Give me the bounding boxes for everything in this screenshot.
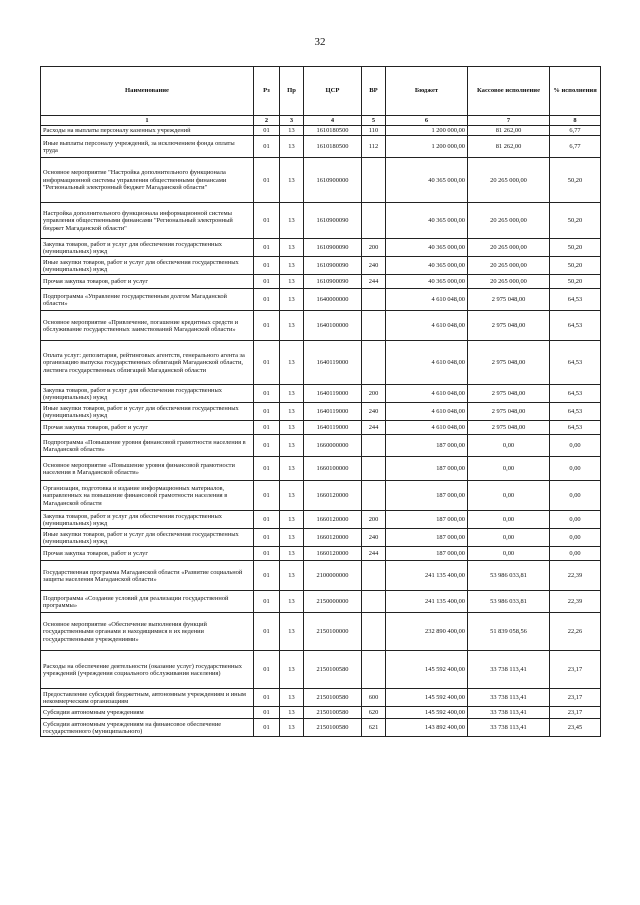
table-row bbox=[41, 689, 601, 707]
row-cash-execution: 2 975 048,00 bbox=[468, 289, 550, 311]
row-rz: 01 bbox=[254, 435, 280, 457]
row-csr: 1610900090 bbox=[304, 275, 362, 289]
row-budget: 145 592 400,00 bbox=[386, 651, 468, 689]
row-csr: 2150000000 bbox=[304, 591, 362, 613]
header-rz: Рз bbox=[254, 67, 280, 116]
row-csr: 2150100580 bbox=[304, 719, 362, 737]
row-pr: 13 bbox=[280, 561, 304, 591]
row-percent: 23,17 bbox=[550, 707, 601, 719]
row-vr: 244 bbox=[362, 421, 386, 435]
row-percent: 64,53 bbox=[550, 403, 601, 421]
row-csr: 2150100580 bbox=[304, 689, 362, 707]
row-cash-execution: 20 265 000,00 bbox=[468, 203, 550, 239]
row-cash-execution: 20 265 000,00 bbox=[468, 239, 550, 257]
row-rz: 01 bbox=[254, 457, 280, 481]
row-vr bbox=[362, 457, 386, 481]
table-row bbox=[41, 403, 601, 421]
row-percent: 64,53 bbox=[550, 421, 601, 435]
row-name: Иные закупки товаров, работ и услуг для обеспечения государственных (муниципальных) нужд bbox=[41, 529, 254, 547]
row-vr: 621 bbox=[362, 719, 386, 737]
row-rz: 01 bbox=[254, 403, 280, 421]
row-csr: 1660120000 bbox=[304, 547, 362, 561]
row-budget: 40 365 000,00 bbox=[386, 158, 468, 203]
row-csr: 1660100000 bbox=[304, 457, 362, 481]
row-budget: 4 610 048,00 bbox=[386, 341, 468, 385]
row-csr: 1610900000 bbox=[304, 158, 362, 203]
row-rz: 01 bbox=[254, 719, 280, 737]
row-percent: 50,20 bbox=[550, 158, 601, 203]
table-row bbox=[41, 591, 601, 613]
row-name: Закупка товаров, работ и услуг для обеспечения государственных (муниципальных) нужд bbox=[41, 511, 254, 529]
row-pr: 13 bbox=[280, 457, 304, 481]
row-percent: 22,39 bbox=[550, 561, 601, 591]
row-percent: 23,17 bbox=[550, 651, 601, 689]
row-percent: 50,20 bbox=[550, 257, 601, 275]
row-name: Основное мероприятие "Настройка дополнительного функционала информационной системы управления общественными финансами "Региональный электронный бюджет Магаданской области" bbox=[41, 158, 254, 203]
row-rz: 01 bbox=[254, 239, 280, 257]
page-number: 32 bbox=[314, 36, 326, 48]
row-vr: 240 bbox=[362, 403, 386, 421]
row-budget: 232 890 400,00 bbox=[386, 613, 468, 651]
row-name: Подпрограмма «Управление государственным долгом Магаданской области» bbox=[41, 289, 254, 311]
row-csr: 2150100580 bbox=[304, 707, 362, 719]
row-pr: 13 bbox=[280, 547, 304, 561]
row-budget: 4 610 048,00 bbox=[386, 403, 468, 421]
row-csr: 1610900090 bbox=[304, 257, 362, 275]
table-row bbox=[41, 239, 601, 257]
row-vr bbox=[362, 435, 386, 457]
header-budget: Бюджет bbox=[386, 67, 468, 116]
row-csr: 1640119000 bbox=[304, 403, 362, 421]
row-csr: 2100000000 bbox=[304, 561, 362, 591]
row-budget: 187 000,00 bbox=[386, 529, 468, 547]
row-rz: 01 bbox=[254, 511, 280, 529]
row-vr: 240 bbox=[362, 529, 386, 547]
row-pr: 13 bbox=[280, 511, 304, 529]
table-row bbox=[41, 275, 601, 289]
row-budget: 241 135 400,00 bbox=[386, 591, 468, 613]
row-percent: 0,00 bbox=[550, 481, 601, 511]
row-vr: 244 bbox=[362, 547, 386, 561]
row-pr: 13 bbox=[280, 289, 304, 311]
row-percent: 64,53 bbox=[550, 341, 601, 385]
row-csr: 2150100000 bbox=[304, 613, 362, 651]
table-row bbox=[41, 511, 601, 529]
row-rz: 01 bbox=[254, 311, 280, 341]
row-name: Иные закупки товаров, работ и услуг для обеспечения государственных (муниципальных) нужд bbox=[41, 257, 254, 275]
row-percent: 0,00 bbox=[550, 457, 601, 481]
table-row bbox=[41, 613, 601, 651]
column-number: 2 bbox=[254, 116, 280, 126]
row-pr: 13 bbox=[280, 203, 304, 239]
row-cash-execution: 0,00 bbox=[468, 511, 550, 529]
table-row bbox=[41, 126, 601, 136]
row-cash-execution: 2 975 048,00 bbox=[468, 421, 550, 435]
row-percent: 22,26 bbox=[550, 613, 601, 651]
row-pr: 13 bbox=[280, 689, 304, 707]
row-percent: 0,00 bbox=[550, 435, 601, 457]
row-pr: 13 bbox=[280, 341, 304, 385]
row-rz: 01 bbox=[254, 257, 280, 275]
row-name: Закупка товаров, работ и услуг для обеспечения государственных (муниципальных) нужд bbox=[41, 239, 254, 257]
row-budget: 143 892 400,00 bbox=[386, 719, 468, 737]
row-rz: 01 bbox=[254, 561, 280, 591]
row-rz: 01 bbox=[254, 203, 280, 239]
row-rz: 01 bbox=[254, 385, 280, 403]
row-budget: 40 365 000,00 bbox=[386, 239, 468, 257]
row-percent: 0,00 bbox=[550, 547, 601, 561]
row-name: Расходы на обеспечение деятельности (оказание услуг) государственных учреждений (учреждения социального обслуживания населения) bbox=[41, 651, 254, 689]
row-name: Субсидии автономным учреждениям на финансовое обеспечение государственного (муниципального) bbox=[41, 719, 254, 737]
row-pr: 13 bbox=[280, 481, 304, 511]
row-pr: 13 bbox=[280, 385, 304, 403]
row-budget: 187 000,00 bbox=[386, 435, 468, 457]
row-vr bbox=[362, 651, 386, 689]
row-cash-execution: 81 262,00 bbox=[468, 136, 550, 158]
row-name: Государственная программа Магаданской области «Развитие социальной защиты населения Магаданской области» bbox=[41, 561, 254, 591]
column-number: 5 bbox=[362, 116, 386, 126]
row-vr bbox=[362, 289, 386, 311]
row-vr: 244 bbox=[362, 275, 386, 289]
row-vr bbox=[362, 613, 386, 651]
row-name: Организация, подготовка и издание информационных материалов, направленных на повышение финансовой грамотности населения в Магаданской области bbox=[41, 481, 254, 511]
table-row bbox=[41, 289, 601, 311]
row-budget: 1 200 000,00 bbox=[386, 126, 468, 136]
table-row bbox=[41, 707, 601, 719]
row-cash-execution: 51 839 058,56 bbox=[468, 613, 550, 651]
row-rz: 01 bbox=[254, 126, 280, 136]
row-name: Закупка товаров, работ и услуг для обеспечения государственных (муниципальных) нужд bbox=[41, 385, 254, 403]
table-row bbox=[41, 435, 601, 457]
row-rz: 01 bbox=[254, 689, 280, 707]
row-percent: 23,45 bbox=[550, 719, 601, 737]
row-budget: 187 000,00 bbox=[386, 481, 468, 511]
row-pr: 13 bbox=[280, 239, 304, 257]
row-csr: 1660120000 bbox=[304, 511, 362, 529]
row-budget: 145 592 400,00 bbox=[386, 689, 468, 707]
column-number: 3 bbox=[280, 116, 304, 126]
row-vr bbox=[362, 561, 386, 591]
row-pr: 13 bbox=[280, 311, 304, 341]
row-percent: 23,17 bbox=[550, 689, 601, 707]
row-cash-execution: 53 986 033,81 bbox=[468, 591, 550, 613]
table-row bbox=[41, 481, 601, 511]
column-number: 8 bbox=[550, 116, 601, 126]
row-budget: 187 000,00 bbox=[386, 457, 468, 481]
row-percent: 64,53 bbox=[550, 311, 601, 341]
row-name: Иные закупки товаров, работ и услуг для обеспечения государственных (муниципальных) нужд bbox=[41, 403, 254, 421]
row-cash-execution: 33 738 113,41 bbox=[468, 689, 550, 707]
row-budget: 4 610 048,00 bbox=[386, 289, 468, 311]
row-percent: 0,00 bbox=[550, 511, 601, 529]
table-row bbox=[41, 651, 601, 689]
row-pr: 13 bbox=[280, 613, 304, 651]
row-rz: 01 bbox=[254, 136, 280, 158]
row-csr: 1660120000 bbox=[304, 481, 362, 511]
row-pr: 13 bbox=[280, 651, 304, 689]
row-cash-execution: 20 265 000,00 bbox=[468, 257, 550, 275]
row-csr: 1610180500 bbox=[304, 136, 362, 158]
table-row bbox=[41, 311, 601, 341]
row-budget: 1 200 000,00 bbox=[386, 136, 468, 158]
column-number: 1 bbox=[41, 116, 254, 126]
row-name: Прочая закупка товаров, работ и услуг bbox=[41, 547, 254, 561]
table-row bbox=[41, 529, 601, 547]
row-cash-execution: 33 738 113,41 bbox=[468, 719, 550, 737]
header-cash-execution: Кассовое исполнение bbox=[468, 67, 550, 116]
row-name: Прочая закупка товаров, работ и услуг bbox=[41, 275, 254, 289]
row-rz: 01 bbox=[254, 481, 280, 511]
row-vr: 200 bbox=[362, 511, 386, 529]
row-name: Подпрограмма «Создание условий для реализации государственной программы» bbox=[41, 591, 254, 613]
row-name: Оплата услуг: депозитария, рейтинговых агентств, генерального агента за организацию выпуска государственных облигаций Магаданской области, листинга государственных облигаций Магаданской области bbox=[41, 341, 254, 385]
row-name: Иные выплаты персоналу учреждений, за исключением фонда оплаты труда bbox=[41, 136, 254, 158]
row-csr: 1610900090 bbox=[304, 203, 362, 239]
row-vr bbox=[362, 341, 386, 385]
row-budget: 187 000,00 bbox=[386, 511, 468, 529]
row-vr bbox=[362, 203, 386, 239]
table-header-row bbox=[41, 67, 601, 116]
row-cash-execution: 33 738 113,41 bbox=[468, 707, 550, 719]
header-vr: ВР bbox=[362, 67, 386, 116]
row-rz: 01 bbox=[254, 341, 280, 385]
row-percent: 50,20 bbox=[550, 275, 601, 289]
row-vr bbox=[362, 591, 386, 613]
row-csr: 1610180500 bbox=[304, 126, 362, 136]
header-pr: Пр bbox=[280, 67, 304, 116]
row-vr: 110 bbox=[362, 126, 386, 136]
row-budget: 241 135 400,00 bbox=[386, 561, 468, 591]
row-rz: 01 bbox=[254, 651, 280, 689]
row-budget: 4 610 048,00 bbox=[386, 311, 468, 341]
row-pr: 13 bbox=[280, 257, 304, 275]
row-percent: 64,53 bbox=[550, 385, 601, 403]
row-vr: 112 bbox=[362, 136, 386, 158]
row-rz: 01 bbox=[254, 275, 280, 289]
row-name: Основное мероприятие «Привлечение, погашение кредитных средств и обслуживание государственных заимствований Магаданской области» bbox=[41, 311, 254, 341]
row-cash-execution: 0,00 bbox=[468, 457, 550, 481]
row-vr: 600 bbox=[362, 689, 386, 707]
column-number: 7 bbox=[468, 116, 550, 126]
header-csr: ЦСР bbox=[304, 67, 362, 116]
row-csr: 1660000000 bbox=[304, 435, 362, 457]
row-name: Подпрограмма «Повышение уровня финансовой грамотности населения в Магаданской области» bbox=[41, 435, 254, 457]
row-budget: 40 365 000,00 bbox=[386, 275, 468, 289]
table-row bbox=[41, 547, 601, 561]
row-name: Субсидии автономным учреждениям bbox=[41, 707, 254, 719]
table-row bbox=[41, 158, 601, 203]
row-name: Основное мероприятие «Повышение уровня финансовой грамотности населения в Магаданской области» bbox=[41, 457, 254, 481]
table-row bbox=[41, 457, 601, 481]
row-cash-execution: 0,00 bbox=[468, 547, 550, 561]
row-rz: 01 bbox=[254, 547, 280, 561]
row-vr bbox=[362, 311, 386, 341]
row-rz: 01 bbox=[254, 158, 280, 203]
row-pr: 13 bbox=[280, 403, 304, 421]
row-cash-execution: 0,00 bbox=[468, 529, 550, 547]
column-number: 6 bbox=[386, 116, 468, 126]
row-pr: 13 bbox=[280, 421, 304, 435]
row-rz: 01 bbox=[254, 529, 280, 547]
row-cash-execution: 33 738 113,41 bbox=[468, 651, 550, 689]
row-rz: 01 bbox=[254, 421, 280, 435]
row-cash-execution: 53 986 033,81 bbox=[468, 561, 550, 591]
table-row bbox=[41, 385, 601, 403]
row-pr: 13 bbox=[280, 126, 304, 136]
row-percent: 6,77 bbox=[550, 136, 601, 158]
row-csr: 1640000000 bbox=[304, 289, 362, 311]
row-pr: 13 bbox=[280, 707, 304, 719]
table-row bbox=[41, 203, 601, 239]
row-csr: 1660120000 bbox=[304, 529, 362, 547]
row-cash-execution: 2 975 048,00 bbox=[468, 341, 550, 385]
row-pr: 13 bbox=[280, 275, 304, 289]
row-budget: 40 365 000,00 bbox=[386, 203, 468, 239]
row-percent: 0,00 bbox=[550, 529, 601, 547]
table-row bbox=[41, 136, 601, 158]
row-rz: 01 bbox=[254, 707, 280, 719]
table-row bbox=[41, 719, 601, 737]
row-csr: 1610900090 bbox=[304, 239, 362, 257]
row-rz: 01 bbox=[254, 613, 280, 651]
row-name: Настройка дополнительного функционала информационной системы управления общественными финансами "Региональный электронный бюджет Магаданской области" bbox=[41, 203, 254, 239]
row-cash-execution: 20 265 000,00 bbox=[468, 275, 550, 289]
column-number-row bbox=[41, 116, 601, 126]
row-pr: 13 bbox=[280, 435, 304, 457]
row-cash-execution: 2 975 048,00 bbox=[468, 403, 550, 421]
row-csr: 1640119000 bbox=[304, 385, 362, 403]
header-percent-execution: % исполнения bbox=[550, 67, 601, 116]
table-row bbox=[41, 421, 601, 435]
row-pr: 13 bbox=[280, 158, 304, 203]
row-percent: 22,39 bbox=[550, 591, 601, 613]
row-name: Прочая закупка товаров, работ и услуг bbox=[41, 421, 254, 435]
row-budget: 145 592 400,00 bbox=[386, 707, 468, 719]
row-rz: 01 bbox=[254, 289, 280, 311]
row-cash-execution: 20 265 000,00 bbox=[468, 158, 550, 203]
row-percent: 6,77 bbox=[550, 126, 601, 136]
row-name: Основное мероприятие «Обеспечение выполнения функций государственными органами и находящимися в их ведении государственными учреждениями» bbox=[41, 613, 254, 651]
row-budget: 4 610 048,00 bbox=[386, 421, 468, 435]
header-name: Наименование bbox=[41, 67, 254, 116]
row-percent: 50,20 bbox=[550, 239, 601, 257]
row-pr: 13 bbox=[280, 529, 304, 547]
row-csr: 1640119000 bbox=[304, 421, 362, 435]
row-csr: 2150100580 bbox=[304, 651, 362, 689]
row-pr: 13 bbox=[280, 136, 304, 158]
row-pr: 13 bbox=[280, 719, 304, 737]
row-vr: 240 bbox=[362, 257, 386, 275]
row-name: Расходы на выплаты персоналу казенных учреждений bbox=[41, 126, 254, 136]
budget-execution-table bbox=[40, 66, 601, 737]
row-vr: 200 bbox=[362, 385, 386, 403]
row-percent: 64,53 bbox=[550, 289, 601, 311]
row-budget: 187 000,00 bbox=[386, 547, 468, 561]
row-vr: 200 bbox=[362, 239, 386, 257]
row-vr bbox=[362, 158, 386, 203]
row-cash-execution: 81 262,00 bbox=[468, 126, 550, 136]
row-pr: 13 bbox=[280, 591, 304, 613]
row-cash-execution: 2 975 048,00 bbox=[468, 385, 550, 403]
table-row bbox=[41, 561, 601, 591]
row-vr: 620 bbox=[362, 707, 386, 719]
row-cash-execution: 0,00 bbox=[468, 481, 550, 511]
row-cash-execution: 0,00 bbox=[468, 435, 550, 457]
row-budget: 40 365 000,00 bbox=[386, 257, 468, 275]
row-csr: 1640100000 bbox=[304, 311, 362, 341]
table-row bbox=[41, 341, 601, 385]
column-number: 4 bbox=[304, 116, 362, 126]
row-budget: 4 610 048,00 bbox=[386, 385, 468, 403]
row-rz: 01 bbox=[254, 591, 280, 613]
row-percent: 50,20 bbox=[550, 203, 601, 239]
table-body bbox=[41, 126, 601, 737]
row-name: Предоставление субсидий бюджетным, автономным учреждениям и иным некоммерческим организациям bbox=[41, 689, 254, 707]
row-vr bbox=[362, 481, 386, 511]
row-csr: 1640119000 bbox=[304, 341, 362, 385]
table-row bbox=[41, 257, 601, 275]
row-cash-execution: 2 975 048,00 bbox=[468, 311, 550, 341]
